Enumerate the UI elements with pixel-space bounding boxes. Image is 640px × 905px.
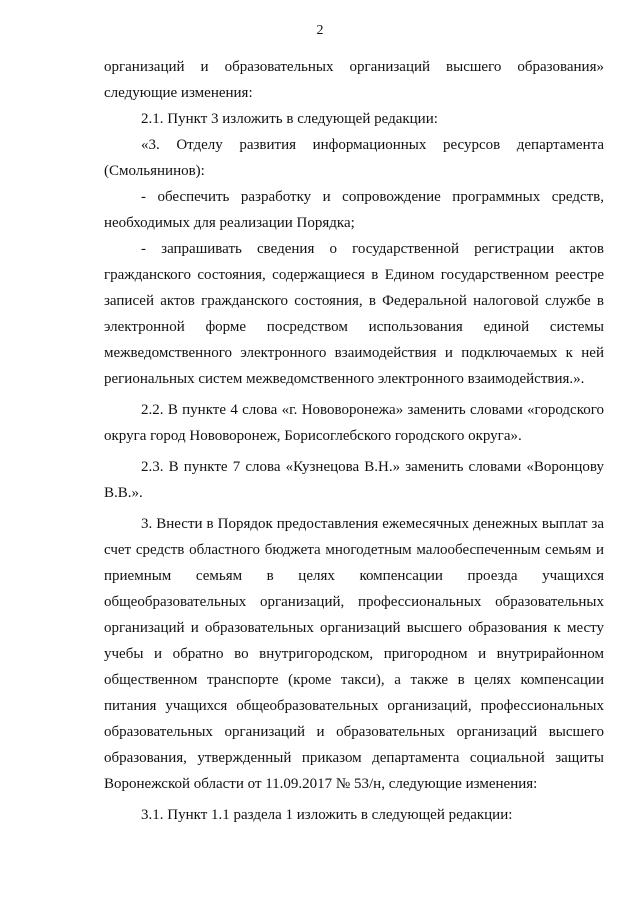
paragraph-2-2: 2.2. В пункте 4 слова «г. Нововоронежа» заменить словами «городского округа город Нововоронеж, Борисоглебского городского округа». [104, 402, 604, 444]
paragraph-bullet-1: - обеспечить разработку и сопровождение программных средств, необходимых для реализации Порядка; [104, 189, 604, 231]
document-body [104, 54, 604, 828]
paragraph-2-3: 2.3. В пункте 7 слова «Кузнецова В.Н.» заменить словами «Воронцову В.В.». [104, 459, 604, 501]
paragraph-3: 3. Внести в Порядок предоставления ежемесячных денежных выплат за счет средств областного бюджета многодетным малообеспеченным семьям и приемным семьям в целях компенсации проезда учащихся общеобразовательных организаций, профессиональных образовательных организаций и образовательных организаций высшего образования к месту учебы и обратно во внутригородском, пригородном и внутрирайонном общественном транспорте (кроме такси), а также в целях компенсации питания учащихся общеобразовательных организаций, профессиональных образовательных организаций и образовательных организаций высшего образования, утвержденный приказом департамента социальной защиты Воронежской области от 11.09.2017 № 53/н, следующие изменения: [104, 516, 604, 792]
paragraph-2-1: 2.1. Пункт 3 изложить в следующей редакции: [141, 111, 438, 127]
paragraph-bullet-2: - запрашивать сведения о государственной регистрации актов гражданского состояния, содержащиеся в Едином государственном реестре записей актов гражданского состояния, в Федеральной налоговой службе в электронной форме посредством использования единой системы межведомственного электронного взаимодействия и подключаемых к ней региональных систем межведомственного электронного взаимодействия.». [104, 241, 604, 387]
page-number: 2 [316, 23, 324, 38]
paragraph-quote-3: «3. Отделу развития информационных ресурсов департамента (Смольянинов): [104, 137, 604, 179]
paragraph-continuation: организаций и образовательных организаций высшего образования» следующие изменения: [104, 59, 604, 101]
paragraph-3-1: 3.1. Пункт 1.1 раздела 1 изложить в следующей редакции: [141, 807, 513, 823]
